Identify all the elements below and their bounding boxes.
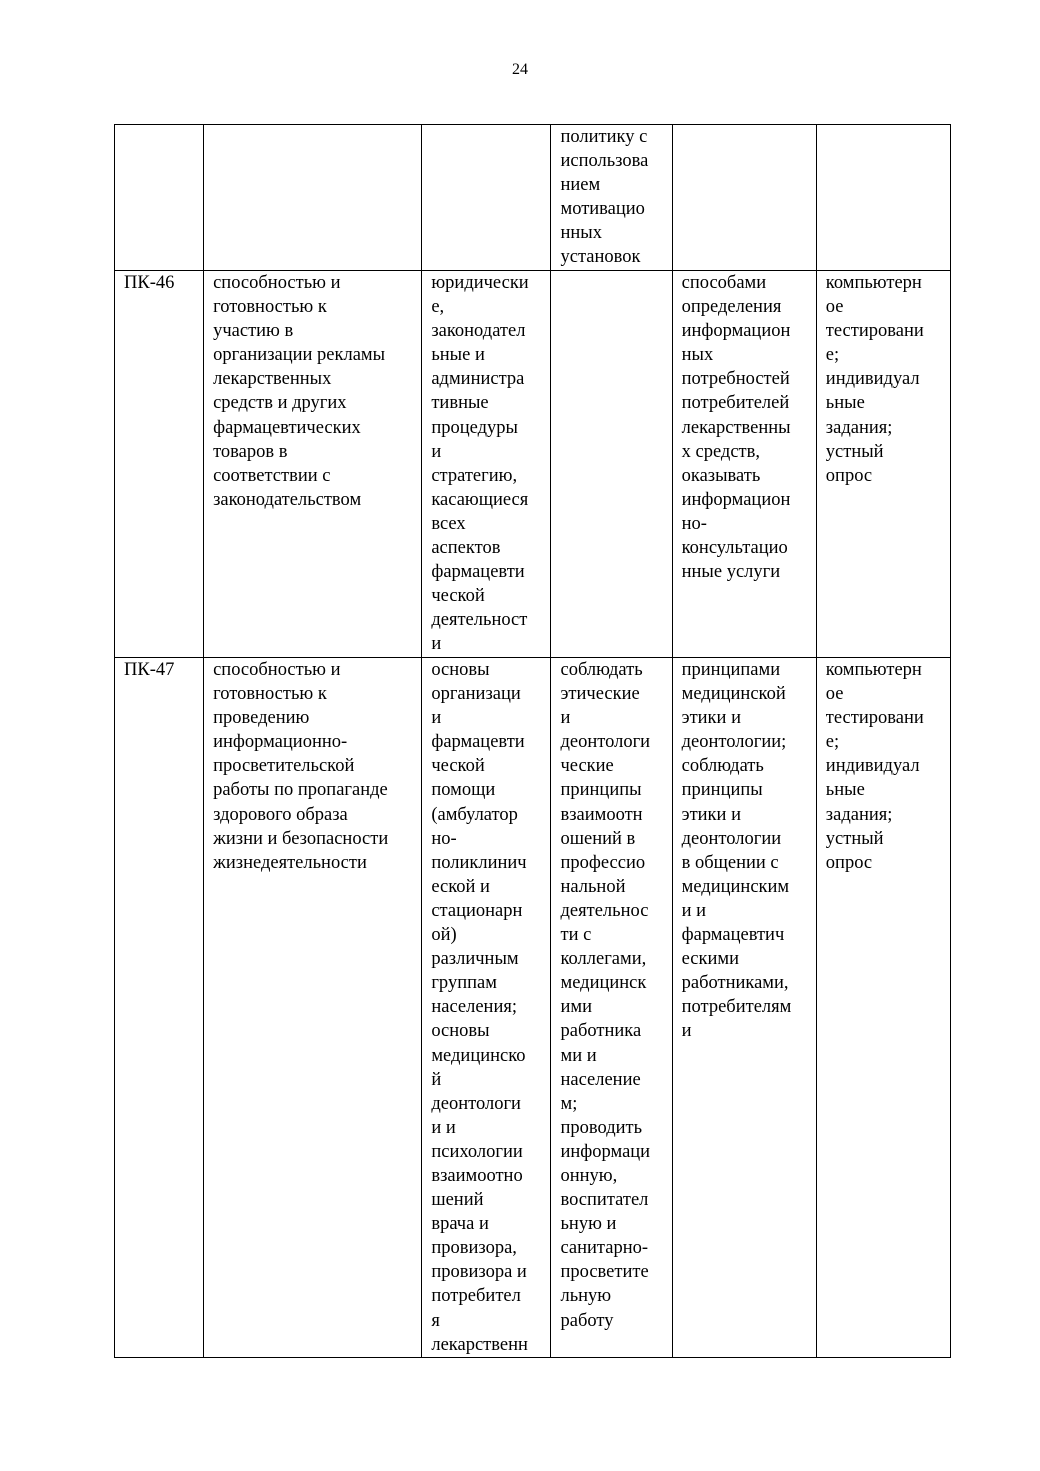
competence-cell: способностью и готовностью к участию в организации рекламы лекарственных средств и других фармацевтических товаров в соответствии с законодательством: [204, 271, 422, 658]
competence-table: [114, 124, 951, 1358]
code-cell: ПК-47: [115, 658, 204, 1358]
know-cell: основы организаци и фармацевти ческой помощи (амбулатор но- поликлинич еской и стационарн ой) различным группам населения; основы медицинско й деонтологи и и психологии взаимоотно шений врача и провизора, провизора и потребител я лекарственн: [422, 658, 551, 1358]
know-cell: [422, 125, 551, 271]
can-cell: политику с использова нием мотивацио нных установок: [551, 125, 672, 271]
competence-cell: [204, 125, 422, 271]
can-cell: соблюдать этические и деонтологи ческие принципы взаимоотн ошений в профессио нальной деятельнос ти с коллегами, медицинск ими работника ми и население м; проводить информаци онную, воспитател ьную и санитарно- просветите льную работу: [551, 658, 672, 1358]
can-cell: [551, 271, 672, 658]
table-row: [115, 125, 951, 271]
page-number: 24: [512, 61, 528, 78]
assessment-cell: компьютерн ое тестировани е; индивидуал ьные задания; устный опрос: [816, 271, 950, 658]
possess-cell: способами определения информацион ных потребностей потребителей лекарственны х средств, оказывать информацион но- консультацио нные услуги: [672, 271, 816, 658]
possess-cell: [672, 125, 816, 271]
possess-cell: принципами медицинской этики и деонтологии; соблюдать принципы этики и деонтологии в общении с медицинским и и фармацевтич ескими работниками, потребителям и: [672, 658, 816, 1358]
competence-cell: способностью и готовностью к проведению информационно- просветительской работы по пропаганде здорового образа жизни и безопасности жизнедеятельности: [204, 658, 422, 1358]
assessment-cell: [816, 125, 950, 271]
code-cell: ПК-46: [115, 271, 204, 658]
code-cell: [115, 125, 204, 271]
assessment-cell: компьютерн ое тестировани е; индивидуал ьные задания; устный опрос: [816, 658, 950, 1358]
table-row: [115, 271, 951, 658]
know-cell: юридически е, законодател ьные и администра тивные процедуры и стратегию, касающиеся всех аспектов фармацевти ческой деятельност и: [422, 271, 551, 658]
table-row: [115, 658, 951, 1358]
